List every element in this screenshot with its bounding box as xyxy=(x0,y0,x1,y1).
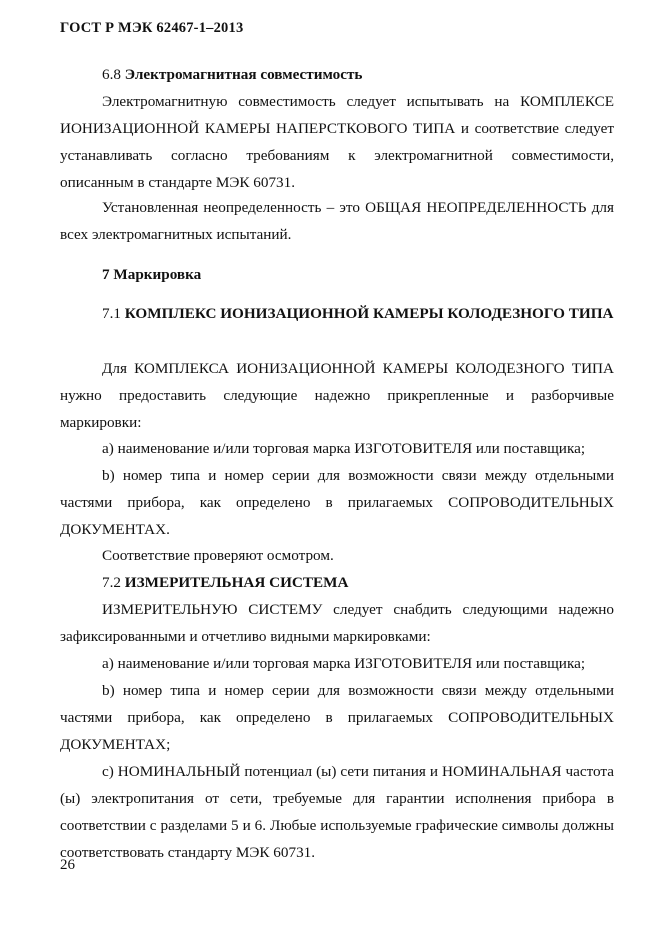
page-number: 26 xyxy=(60,857,75,873)
paragraph: Для КОМПЛЕКСА ИОНИЗАЦИОННОЙ КАМЕРЫ КОЛОДЕЗНОГО ТИПА нужно предоставить следующие надежно прикрепленные и разборчивые маркировки: xyxy=(60,360,614,431)
section-title: КОМПЛЕКС ИОНИЗАЦИОННОЙ КАМЕРЫ КОЛОДЕЗНОГО ТИПА xyxy=(124,305,614,322)
section-title: ИЗМЕРИТЕЛЬНАЯ СИСТЕМА xyxy=(124,574,349,591)
section-7-1-heading xyxy=(60,300,614,327)
document-header: ГОСТ Р МЭК 62467-1–2013 xyxy=(60,20,244,36)
section-7-heading: 7 Маркировка xyxy=(102,266,202,283)
list-item-a: а) наименование и/или торговая марка ИЗГОТОВИТЕЛЯ или поставщика; xyxy=(102,440,586,457)
paragraph: Соответствие проверяют осмотром. xyxy=(102,547,334,564)
list-item-c: c) НОМИНАЛЬНЫЙ потенциал (ы) сети питания и НОМИНАЛЬНАЯ частота (ы) электропитания от сети, требуемые для гарантии исполнения прибора в соответствии с разделами 5 и 6. Любые используемые графические символы должны соответствовать стандарту МЭК 60731. xyxy=(60,763,614,861)
section-6-8-heading xyxy=(60,61,614,88)
section-title: Электромагнитная совместимость xyxy=(124,66,363,83)
paragraph: Установленная неопределенность – это ОБЩАЯ НЕОПРЕДЕЛЕННОСТЬ для всех электромагнитных испытаний. xyxy=(60,199,614,243)
list-item-b: b) номер типа и номер серии для возможности связи между отдельными частями прибора, как определено в прилагаемых СОПРОВОДИТЕЛЬНЫХ ДОКУМЕНТАХ; xyxy=(60,682,614,753)
section-number: 7.2 xyxy=(102,574,121,591)
paragraph: ИЗМЕРИТЕЛЬНУЮ СИСТЕМУ следует снабдить следующими надежно зафиксированными и отчетливо видными маркировками: xyxy=(60,601,614,645)
section-number: 6.8 xyxy=(102,66,121,83)
list-item-a: а) наименование и/или торговая марка ИЗГОТОВИТЕЛЯ или поставщика; xyxy=(102,655,586,672)
paragraph: Электромагнитную совместимость следует испытывать на КОМПЛЕКСЕ ИОНИЗАЦИОННОЙ КАМЕРЫ НАПЕРСТКОВОГО ТИПА и соответствие следует устанавливать согласно требованиям к электромагнитной совместимости, описанным в стандарте МЭК 60731. xyxy=(60,93,614,191)
section-7-2-heading xyxy=(60,569,614,596)
section-number: 7.1 xyxy=(102,305,121,322)
list-item-b: b) номер типа и номер серии для возможности связи между отдельными частями прибора, как определено в прилагаемых СОПРОВОДИТЕЛЬНЫХ ДОКУМЕНТАХ. xyxy=(60,467,614,538)
